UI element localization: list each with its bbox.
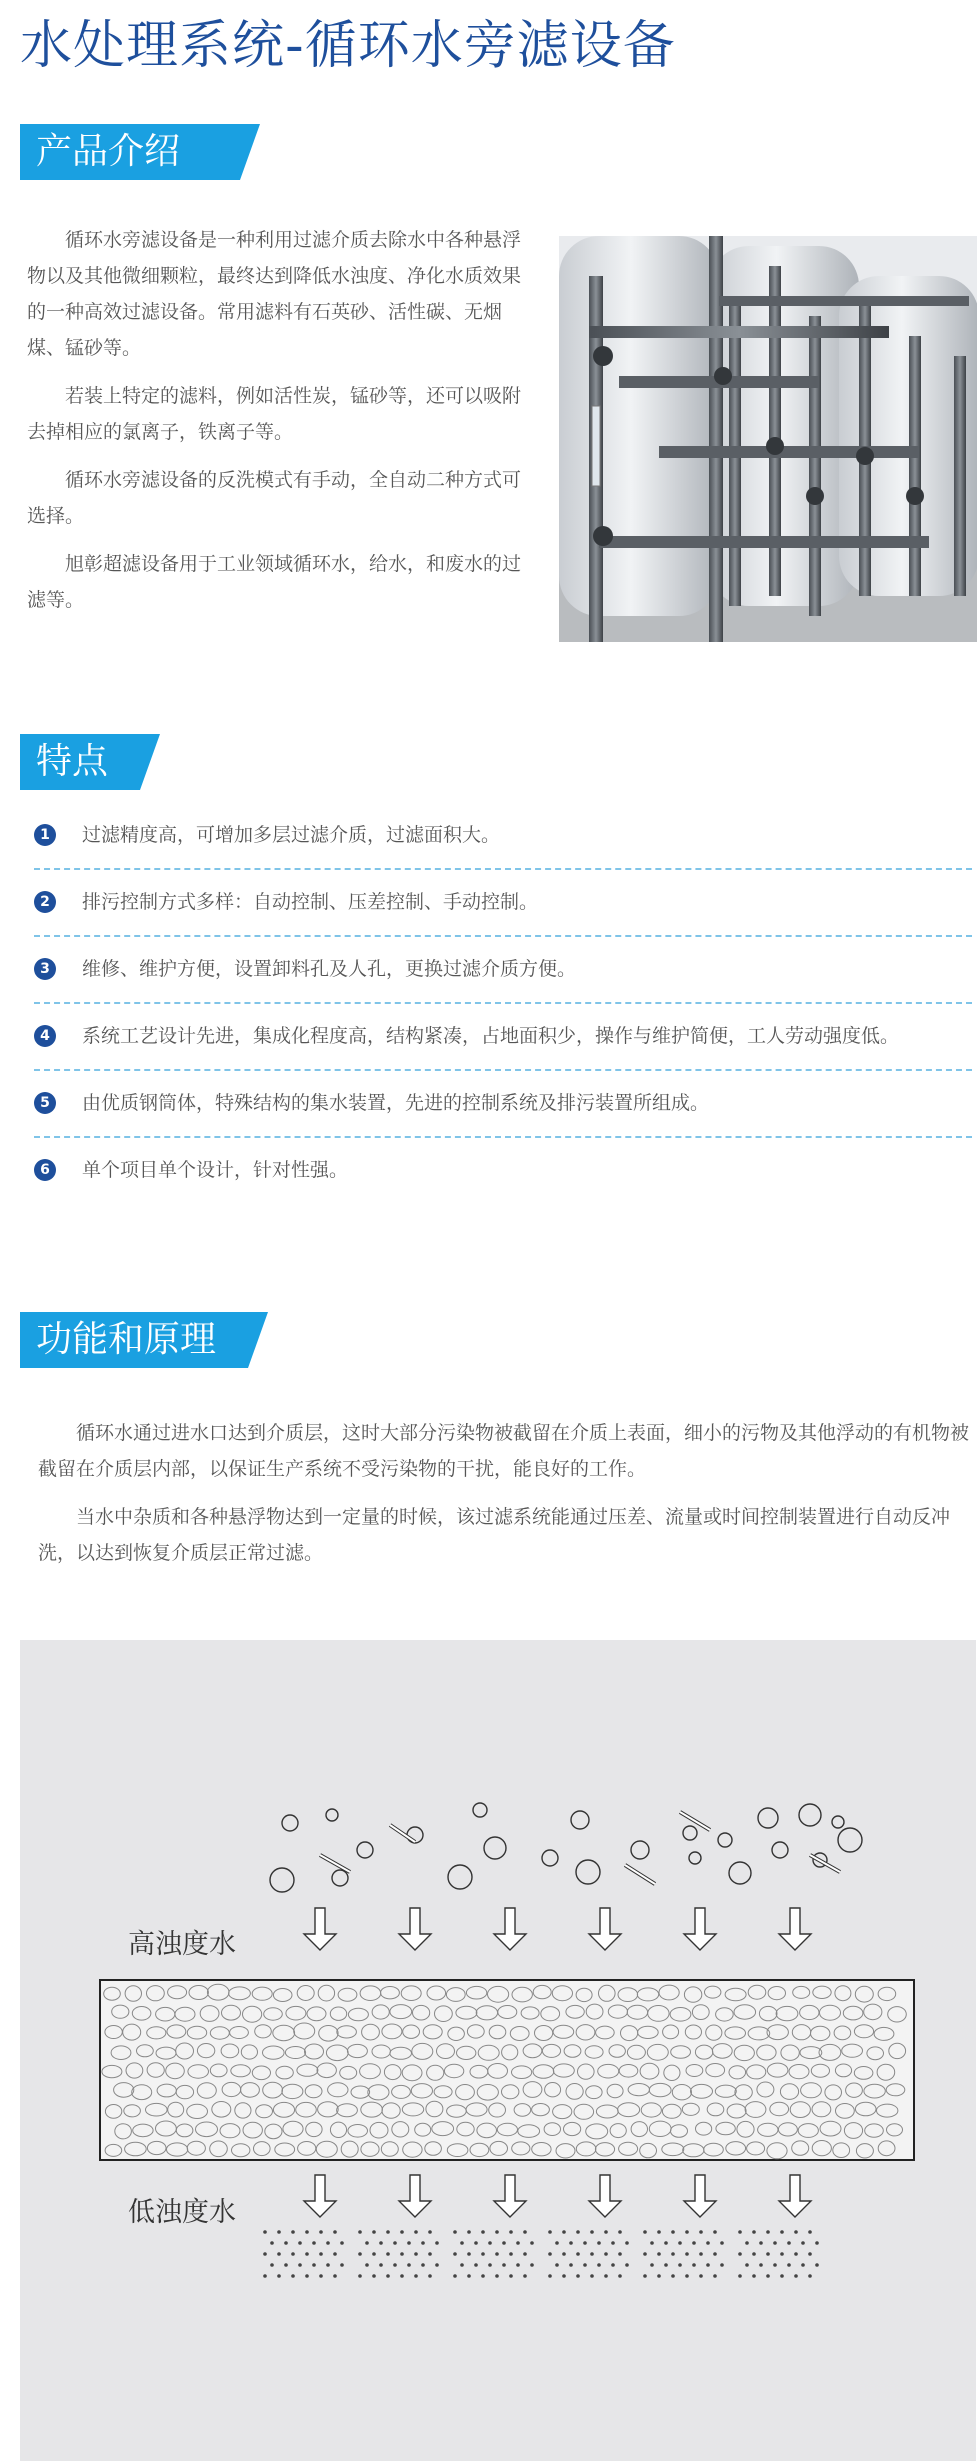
water-dot bbox=[773, 2263, 777, 2267]
water-dot bbox=[414, 2230, 418, 2234]
water-dot bbox=[435, 2241, 439, 2245]
water-dot bbox=[671, 2274, 675, 2278]
water-dot bbox=[407, 2263, 411, 2267]
water-dot bbox=[305, 2230, 309, 2234]
dashed-divider bbox=[34, 1136, 972, 1138]
down-arrow-icon bbox=[684, 2175, 716, 2217]
down-arrow-icon bbox=[779, 2175, 811, 2217]
water-dot bbox=[516, 2241, 520, 2245]
water-dot bbox=[590, 2274, 594, 2278]
water-dot bbox=[808, 2252, 812, 2256]
down-arrow-icon bbox=[494, 2175, 526, 2217]
particle-circle bbox=[772, 1842, 788, 1858]
water-dot bbox=[467, 2274, 471, 2278]
water-dot bbox=[685, 2274, 689, 2278]
water-dot bbox=[509, 2230, 513, 2234]
water-dot bbox=[618, 2274, 622, 2278]
feature-text: 单个项目单个设计，针对性强。 bbox=[82, 1159, 349, 1181]
principle-paragraph: 循环水通过进水口达到介质层，这时大部分污染物被截留在介质上表面，细小的污物及其他浮动的有机物被截留在介质层内部，以保证生产系统不受污染物的干扰，能良好的工作。 bbox=[38, 1422, 970, 1480]
water-dot bbox=[766, 2274, 770, 2278]
water-dot bbox=[312, 2263, 316, 2267]
water-dot bbox=[815, 2263, 819, 2267]
water-dot bbox=[400, 2252, 404, 2256]
particle-circle bbox=[576, 1860, 600, 1884]
principle-text bbox=[38, 1415, 980, 1583]
water-dot bbox=[365, 2241, 369, 2245]
water-dot bbox=[562, 2252, 566, 2256]
water-dot bbox=[428, 2274, 432, 2278]
water-dot bbox=[291, 2230, 295, 2234]
particle-circle bbox=[484, 1837, 506, 1859]
water-dot bbox=[745, 2263, 749, 2267]
water-dot bbox=[752, 2274, 756, 2278]
water-dot bbox=[372, 2252, 376, 2256]
down-arrow-icon bbox=[779, 1908, 811, 1950]
water-dot bbox=[530, 2241, 534, 2245]
water-dot bbox=[611, 2241, 615, 2245]
water-dot bbox=[555, 2263, 559, 2267]
water-dot bbox=[801, 2263, 805, 2267]
particle-circle bbox=[542, 1850, 558, 1866]
water-dot bbox=[671, 2230, 675, 2234]
water-dot bbox=[583, 2241, 587, 2245]
water-dot bbox=[333, 2230, 337, 2234]
water-dot bbox=[699, 2252, 703, 2256]
water-dot bbox=[333, 2252, 337, 2256]
water-dot bbox=[650, 2241, 654, 2245]
water-dot bbox=[284, 2241, 288, 2245]
water-dot bbox=[358, 2252, 362, 2256]
water-dot bbox=[488, 2263, 492, 2267]
feature-item bbox=[34, 1005, 972, 1071]
water-dot bbox=[502, 2263, 506, 2267]
particle-dash-inner bbox=[320, 1855, 350, 1872]
water-dot bbox=[340, 2241, 344, 2245]
principle-paragraph: 当水中杂质和各种悬浮物达到一定量的时候，该过滤系统能通过压差、流量或时间控制装置进行自动反冲洗，以达到恢复介质层正常过滤。 bbox=[38, 1506, 951, 1564]
water-dot bbox=[590, 2252, 594, 2256]
particle-circle bbox=[571, 1811, 589, 1829]
feature-number-badge: 1 bbox=[34, 824, 56, 846]
water-dot bbox=[720, 2263, 724, 2267]
water-dot bbox=[597, 2241, 601, 2245]
water-dot bbox=[685, 2252, 689, 2256]
low-turbidity-label: 低浊度水 bbox=[128, 2197, 236, 2228]
water-dot bbox=[277, 2252, 281, 2256]
water-dot bbox=[713, 2230, 717, 2234]
water-dot bbox=[474, 2263, 478, 2267]
water-dot bbox=[358, 2274, 362, 2278]
dashed-divider bbox=[34, 1002, 972, 1004]
water-dot bbox=[400, 2274, 404, 2278]
water-dot bbox=[460, 2241, 464, 2245]
water-dot bbox=[562, 2230, 566, 2234]
water-dot bbox=[569, 2263, 573, 2267]
water-dot bbox=[713, 2274, 717, 2278]
water-dot bbox=[495, 2230, 499, 2234]
water-dot bbox=[488, 2241, 492, 2245]
dashed-divider bbox=[34, 1069, 972, 1071]
particle-circle bbox=[473, 1803, 487, 1817]
filtration-diagram-graphic bbox=[20, 1640, 976, 2461]
particle-circle bbox=[282, 1815, 298, 1831]
water-dot bbox=[548, 2230, 552, 2234]
water-dot bbox=[699, 2274, 703, 2278]
water-dot bbox=[428, 2230, 432, 2234]
feature-text: 维修、维护方便，设置卸料孔及人孔，更换过滤介质方便。 bbox=[82, 958, 577, 980]
water-dot bbox=[453, 2274, 457, 2278]
down-arrow-icon bbox=[304, 1908, 336, 1950]
water-dot bbox=[495, 2252, 499, 2256]
dashed-divider bbox=[34, 868, 972, 870]
water-dot bbox=[720, 2241, 724, 2245]
particle-circle bbox=[270, 1868, 294, 1892]
water-dot bbox=[583, 2263, 587, 2267]
feature-number-badge: 3 bbox=[34, 958, 56, 980]
water-dot bbox=[808, 2274, 812, 2278]
water-dot bbox=[509, 2252, 513, 2256]
water-dot bbox=[516, 2263, 520, 2267]
water-dot bbox=[312, 2241, 316, 2245]
particle-circle bbox=[799, 1804, 821, 1826]
water-dot bbox=[604, 2274, 608, 2278]
water-dot bbox=[548, 2252, 552, 2256]
particle-dash-inner bbox=[625, 1865, 655, 1884]
water-dot bbox=[414, 2274, 418, 2278]
water-dot bbox=[576, 2274, 580, 2278]
water-dot bbox=[787, 2241, 791, 2245]
water-dot bbox=[460, 2263, 464, 2267]
water-dot bbox=[481, 2252, 485, 2256]
filtration-diagram bbox=[20, 1640, 976, 2461]
water-dot bbox=[611, 2263, 615, 2267]
down-arrow-icon bbox=[684, 1908, 716, 1950]
water-dot bbox=[481, 2274, 485, 2278]
water-dot bbox=[277, 2230, 281, 2234]
water-dot bbox=[333, 2274, 337, 2278]
water-dot bbox=[815, 2241, 819, 2245]
dashed-divider bbox=[34, 935, 972, 937]
water-dot bbox=[263, 2252, 267, 2256]
water-dot bbox=[305, 2252, 309, 2256]
water-dot bbox=[372, 2230, 376, 2234]
water-dot bbox=[340, 2263, 344, 2267]
water-dot bbox=[745, 2241, 749, 2245]
down-arrow-icon bbox=[589, 1908, 621, 1950]
water-dot bbox=[597, 2263, 601, 2267]
water-dot bbox=[685, 2230, 689, 2234]
water-dot bbox=[692, 2263, 696, 2267]
water-dot bbox=[270, 2241, 274, 2245]
intro-text bbox=[27, 222, 535, 630]
water-dot bbox=[706, 2241, 710, 2245]
water-dot bbox=[263, 2230, 267, 2234]
water-dot bbox=[576, 2230, 580, 2234]
water-dot bbox=[618, 2252, 622, 2256]
water-dot bbox=[643, 2274, 647, 2278]
water-dot bbox=[305, 2274, 309, 2278]
water-dot bbox=[428, 2252, 432, 2256]
water-dot bbox=[657, 2230, 661, 2234]
feature-text: 排污控制方式多样：自动控制、压差控制、手动控制。 bbox=[82, 891, 539, 913]
water-dot bbox=[467, 2252, 471, 2256]
down-arrow-icon bbox=[304, 2175, 336, 2217]
water-dot bbox=[713, 2252, 717, 2256]
feature-number-badge: 2 bbox=[34, 891, 56, 913]
water-dot bbox=[738, 2252, 742, 2256]
feature-item bbox=[34, 938, 972, 1004]
water-dot bbox=[372, 2274, 376, 2278]
water-dot bbox=[738, 2230, 742, 2234]
water-dot bbox=[421, 2241, 425, 2245]
water-dot bbox=[738, 2274, 742, 2278]
water-dot bbox=[407, 2241, 411, 2245]
feature-text: 系统工艺设计先进，集成化程度高，结构紧凑，占地面积少，操作与维护简便，工人劳动强度低。 bbox=[82, 1025, 900, 1047]
water-dot bbox=[379, 2241, 383, 2245]
water-dot bbox=[319, 2252, 323, 2256]
water-dot bbox=[495, 2274, 499, 2278]
water-dot bbox=[365, 2263, 369, 2267]
water-dot bbox=[291, 2252, 295, 2256]
particle-circle bbox=[758, 1808, 778, 1828]
water-dot bbox=[548, 2274, 552, 2278]
page-title: 水处理系统-循环水旁滤设备 bbox=[20, 16, 676, 76]
water-dot bbox=[678, 2241, 682, 2245]
particle-circle bbox=[326, 1809, 338, 1821]
water-dot bbox=[562, 2274, 566, 2278]
section-heading-label: 特点 bbox=[36, 741, 109, 782]
feature-text: 过滤精度高，可增加多层过滤介质，过滤面积大。 bbox=[82, 824, 501, 846]
intro-paragraph: 循环水旁滤设备是一种利用过滤介质去除水中各种悬浮物以及其他微细颗粒，最终达到降低水浊度、净化水质效果的一种高效过滤设备。常用滤料有石英砂、活性碳、无烟煤、锰砂等。 bbox=[27, 229, 522, 359]
water-dot bbox=[692, 2241, 696, 2245]
section-heading-label: 功能和原理 bbox=[36, 1319, 217, 1360]
water-dot bbox=[435, 2263, 439, 2267]
water-dot bbox=[752, 2252, 756, 2256]
water-dot bbox=[379, 2263, 383, 2267]
feature-number-badge: 5 bbox=[34, 1092, 56, 1114]
water-dot bbox=[773, 2241, 777, 2245]
water-dot bbox=[643, 2252, 647, 2256]
water-dot bbox=[794, 2252, 798, 2256]
water-dot bbox=[657, 2252, 661, 2256]
feature-number-badge: 6 bbox=[34, 1159, 56, 1181]
water-dot bbox=[794, 2274, 798, 2278]
water-dot bbox=[298, 2241, 302, 2245]
feature-item bbox=[34, 1139, 972, 1205]
particle-circle bbox=[718, 1833, 732, 1847]
water-dot bbox=[326, 2241, 330, 2245]
water-dot bbox=[502, 2241, 506, 2245]
particle-circle bbox=[832, 1816, 844, 1828]
particle-circle bbox=[729, 1862, 751, 1884]
feature-item bbox=[34, 804, 972, 870]
water-dot bbox=[358, 2230, 362, 2234]
down-arrow-icon bbox=[399, 2175, 431, 2217]
water-dot bbox=[801, 2241, 805, 2245]
water-dot bbox=[678, 2263, 682, 2267]
down-arrow-icon bbox=[399, 1908, 431, 1950]
water-dot bbox=[326, 2263, 330, 2267]
water-dot bbox=[569, 2241, 573, 2245]
intro-paragraph: 旭彰超滤设备用于工业领域循环水，给水，和废水的过滤等。 bbox=[27, 553, 522, 611]
water-dot bbox=[523, 2274, 527, 2278]
water-dot bbox=[706, 2263, 710, 2267]
particle-circle bbox=[689, 1852, 701, 1864]
water-dot bbox=[386, 2230, 390, 2234]
water-dot bbox=[481, 2230, 485, 2234]
water-dot bbox=[780, 2274, 784, 2278]
water-dot bbox=[298, 2263, 302, 2267]
water-dot bbox=[576, 2252, 580, 2256]
particle-circle bbox=[838, 1828, 862, 1852]
water-dot bbox=[270, 2263, 274, 2267]
water-dot bbox=[453, 2230, 457, 2234]
water-dot bbox=[474, 2241, 478, 2245]
feature-item bbox=[34, 871, 972, 937]
water-dot bbox=[263, 2274, 267, 2278]
water-dot bbox=[604, 2252, 608, 2256]
water-dot bbox=[414, 2252, 418, 2256]
water-dot bbox=[393, 2241, 397, 2245]
water-dot bbox=[671, 2252, 675, 2256]
down-arrow-icon bbox=[589, 2175, 621, 2217]
water-dot bbox=[780, 2252, 784, 2256]
intro-paragraph: 循环水旁滤设备的反洗模式有手动，全自动二种方式可选择。 bbox=[27, 469, 522, 527]
water-dot bbox=[766, 2230, 770, 2234]
water-dot bbox=[808, 2230, 812, 2234]
water-dot bbox=[664, 2241, 668, 2245]
water-dot bbox=[393, 2263, 397, 2267]
particle-circle bbox=[357, 1842, 373, 1858]
water-dot bbox=[780, 2230, 784, 2234]
particle-circle bbox=[683, 1826, 697, 1840]
water-dot bbox=[386, 2252, 390, 2256]
water-dot bbox=[319, 2230, 323, 2234]
water-dot bbox=[643, 2230, 647, 2234]
water-dot bbox=[509, 2274, 513, 2278]
water-dot bbox=[650, 2263, 654, 2267]
water-dot bbox=[766, 2252, 770, 2256]
water-dot bbox=[664, 2263, 668, 2267]
water-dot bbox=[523, 2230, 527, 2234]
feature-text: 由优质钢筒体，特殊结构的集水装置，先进的控制系统及排污装置所组成。 bbox=[82, 1092, 710, 1114]
water-dot bbox=[752, 2230, 756, 2234]
water-dot bbox=[759, 2263, 763, 2267]
water-dot bbox=[284, 2263, 288, 2267]
section-heading-label: 产品介绍 bbox=[36, 131, 181, 172]
water-dot bbox=[386, 2274, 390, 2278]
high-turbidity-label: 高浊度水 bbox=[128, 1929, 236, 1960]
water-dot bbox=[787, 2263, 791, 2267]
water-dot bbox=[657, 2274, 661, 2278]
down-arrow-icon bbox=[494, 1908, 526, 1950]
water-dot bbox=[319, 2274, 323, 2278]
water-dot bbox=[400, 2230, 404, 2234]
section-heading-principle bbox=[20, 1312, 268, 1368]
feature-item bbox=[34, 1072, 972, 1138]
feature-number-badge: 4 bbox=[34, 1025, 56, 1047]
water-dot bbox=[453, 2252, 457, 2256]
water-dot bbox=[625, 2263, 629, 2267]
water-dot bbox=[794, 2230, 798, 2234]
water-dot bbox=[699, 2230, 703, 2234]
intro-paragraph: 若装上特定的滤料，例如活性炭，锰砂等，还可以吸附去掉相应的氯离子，铁离子等。 bbox=[27, 385, 522, 443]
water-dot bbox=[555, 2241, 559, 2245]
water-dot bbox=[618, 2230, 622, 2234]
particle-circle bbox=[332, 1870, 348, 1886]
equipment-photo bbox=[559, 236, 977, 642]
particle-circle bbox=[448, 1865, 472, 1889]
water-dot bbox=[277, 2274, 281, 2278]
section-heading-features bbox=[20, 734, 160, 790]
water-dot bbox=[467, 2230, 471, 2234]
water-dot bbox=[625, 2241, 629, 2245]
particle-circle bbox=[631, 1841, 649, 1859]
water-dot bbox=[759, 2241, 763, 2245]
water-dot bbox=[291, 2274, 295, 2278]
water-dot bbox=[530, 2263, 534, 2267]
water-dot bbox=[590, 2230, 594, 2234]
water-dot bbox=[523, 2252, 527, 2256]
section-heading-intro bbox=[20, 124, 260, 180]
water-dot bbox=[421, 2263, 425, 2267]
water-dot bbox=[604, 2230, 608, 2234]
